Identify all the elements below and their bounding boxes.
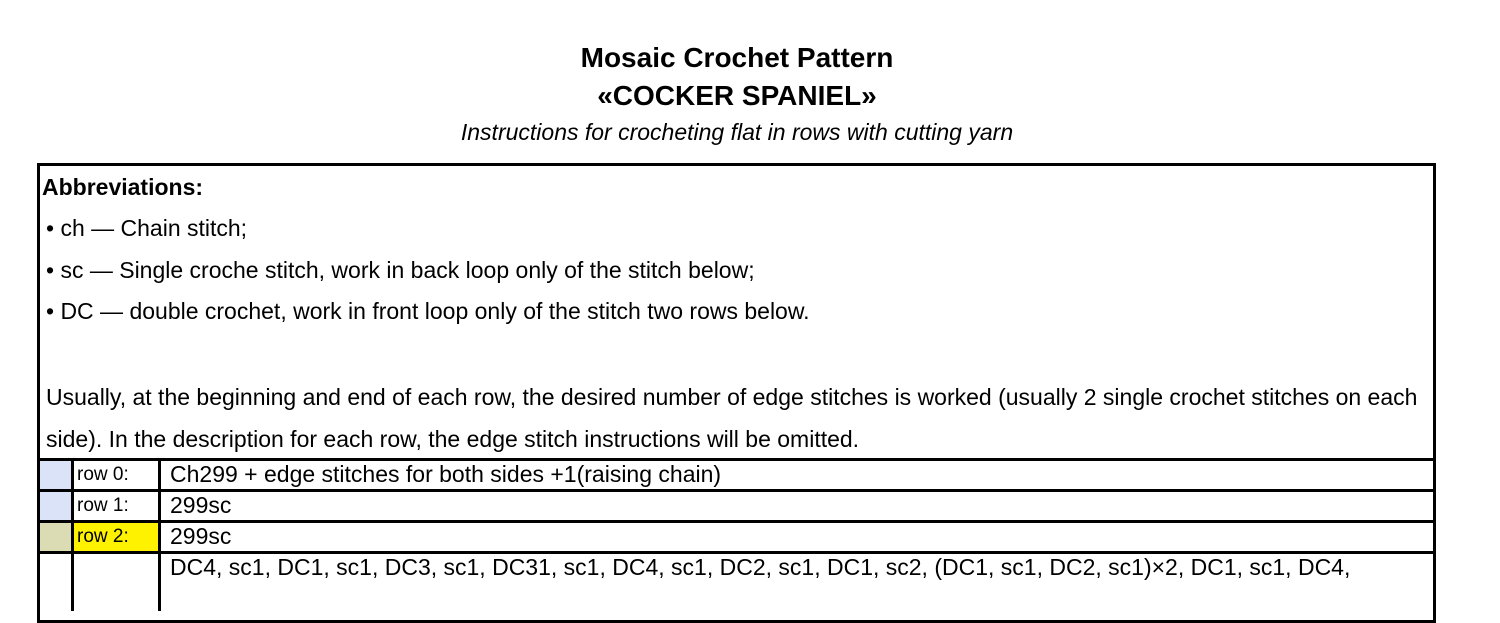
table-row	[40, 551, 1433, 611]
row-label: row 0:	[71, 461, 161, 489]
row-label: row 1:	[71, 492, 161, 520]
page-title: Mosaic Crochet Pattern	[580, 42, 894, 73]
instructions-note: Instructions for crocheting flat in rows with cutting yarn	[460, 119, 1014, 145]
pattern-name: «COCKER SPANIEL»	[597, 80, 877, 111]
row-color-swatch	[40, 523, 71, 551]
abbreviation-item: • DC — double crochet, work in front loop only of the stitch two rows below.	[46, 298, 810, 324]
row-instruction: 299sc	[170, 492, 232, 518]
table-row	[40, 520, 1433, 551]
row-instruction: DC4, sc1, DC1, sc1, DC3, sc1, DC31, sc1, DC4, sc1, DC2, sc1, DC1, sc2, (DC1, sc1, DC2, sc1)×2, DC1, sc1, DC4,	[170, 554, 1351, 580]
table-row	[40, 489, 1433, 520]
row-label: row 2:	[71, 523, 161, 551]
pattern-box	[37, 163, 1436, 623]
abbreviations-title: Abbreviations:	[42, 174, 204, 200]
row-instruction: Ch299 + edge stitches for both sides +1(raising chain)	[170, 461, 722, 487]
row-color-swatch	[40, 461, 71, 489]
row-color-swatch	[40, 492, 71, 520]
edge-stitch-paragraph: Usually, at the beginning and end of each row, the desired number of edge stitches is worked (usually 2 single crochet stitches on each side). In the description for each row, the edge stitch instructions will be omitted.	[46, 384, 1418, 452]
abbreviation-item: • ch — Chain stitch;	[46, 215, 248, 241]
row-label	[71, 554, 161, 611]
page-header	[0, 40, 1474, 147]
table-row	[40, 458, 1433, 489]
row-instruction: 299sc	[170, 523, 232, 549]
abbreviation-item: • sc — Single croche stitch, work in back loop only of the stitch below;	[46, 257, 755, 283]
row-color-swatch	[40, 554, 71, 611]
